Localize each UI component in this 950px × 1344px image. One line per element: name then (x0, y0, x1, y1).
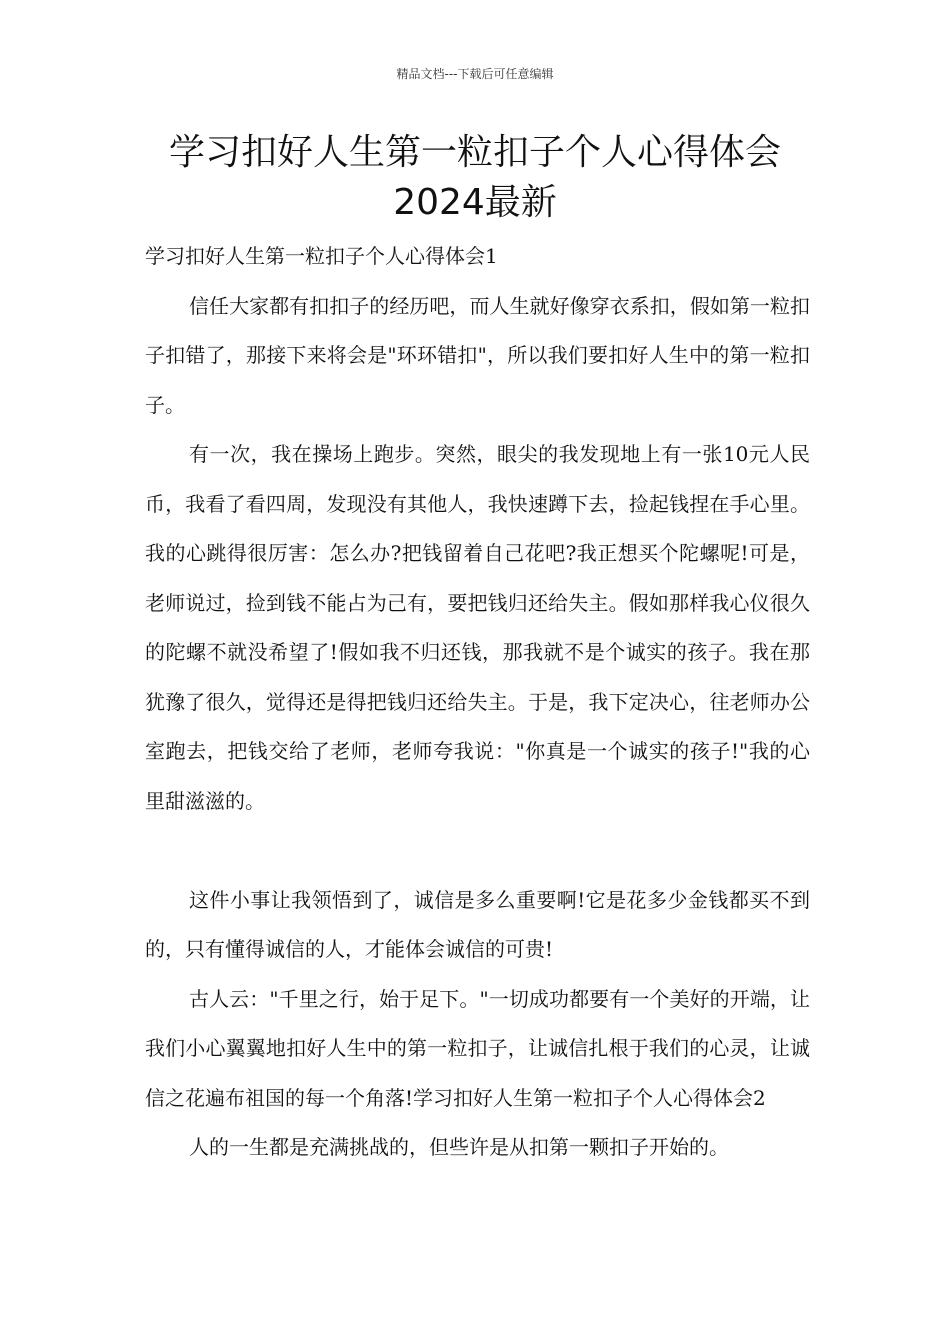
paragraph: 古人云："千里之行，始于足下。"一切成功都要有一个美好的开端，让我们小心翼翼地扣好人生中的第一粒扣子，让诚信扎根于我们的心灵，让诚信之花遍布祖国的每一个角落!学习扣好人生第一粒扣子个人心得体会2 (145, 986, 810, 1110)
paragraph: 信任大家都有扣扣子的经历吧，而人生就好像穿衣系扣，假如第一粒扣子扣错了，那接下来将会是"环环错扣"，所以我们要扣好人生中的第一粒扣子。 (145, 293, 810, 417)
paragraph: 有一次，我在操场上跑步。突然，眼尖的我发现地上有一张10元人民币，我看了看四周，发现没有其他人，我快速蹲下去，捡起钱捏在手心里。我的心跳得很厉害：怎么办?把钱留着自己花吧?我正想买个陀螺呢!可是，老师说过，捡到钱不能占为己有，要把钱归还给失主。假如那样我心仪很久的陀螺不就没希望了!假如我不归还钱，那我就不是个诚实的孩子。我在那犹豫了很久，觉得还是得把钱归还给失主。于是，我下定决心，往老师办公室跑去，把钱交给了老师，老师夸我说："你真是一个诚实的孩子!"我的心里甜滋滋的。 (145, 442, 810, 813)
blank-line (145, 826, 810, 876)
paragraph: 这件小事让我领悟到了，诚信是多么重要啊!它是花多少金钱都买不到的，只有懂得诚信的人，才能体会诚信的可贵! (145, 887, 810, 961)
document-title (100, 128, 850, 228)
section-heading-1: 学习扣好人生第一粒扣子个人心得体会1 (145, 244, 498, 268)
document-title-line-2: 2024最新 (393, 182, 557, 223)
header-note: 精品文档---下载后可任意编辑 (396, 67, 554, 81)
document-title-line-1: 学习扣好人生第一粒扣子个人心得体会 (168, 132, 781, 173)
document-body (145, 232, 810, 1173)
paragraph: 人的一生都是充满挑战的，但些许是从扣第一颗扣子开始的。 (189, 1135, 729, 1159)
